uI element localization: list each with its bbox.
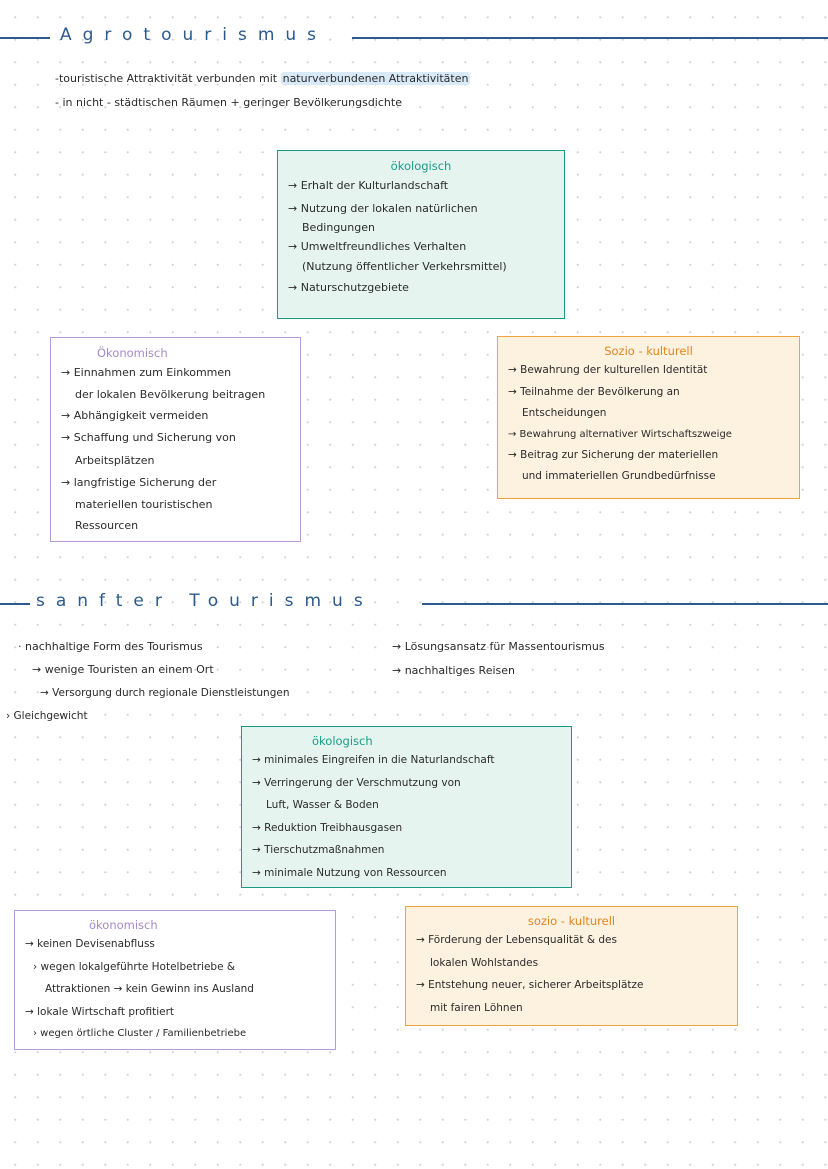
sanft-oekonomisch-box [14, 910, 336, 1050]
agro-oekonomisch-line: Ressourcen [75, 518, 139, 532]
agro-sozio-line: und immateriellen Grundbedürfnisse [522, 469, 716, 482]
sanft-oekonomisch-line: → keinen Devisenabfluss [25, 938, 155, 950]
highlight-marker: naturverbundenen Attraktivitäten [282, 72, 469, 85]
agro-note-1-text: -touristische Attraktivität verbunden mit naturverbundenen Attraktivitäten [55, 72, 469, 85]
sanft-oekonomisch-title: ökonomisch [89, 918, 158, 932]
agro-oekologisch-line: → Erhalt der Kulturlandschaft [288, 179, 449, 192]
agro-title-row [0, 22, 828, 52]
agro-sozio-box [497, 336, 800, 499]
agro-sozio-title: Sozio - kulturell [604, 344, 693, 358]
sanft-oekologisch-title: ökologisch [312, 734, 373, 748]
agro-sozio-line: → Bewahrung der kulturellen Identität [508, 364, 708, 376]
sanft-sozio-box [405, 906, 738, 1026]
agro-oekonomisch-line: → Abhängigkeit vermeiden [61, 408, 209, 422]
sanft-oekologisch-line: → minimales Eingreifen in die Naturlandschaft [252, 754, 495, 766]
sanft-note-left: → wenige Touristen an einem Ort [32, 663, 214, 676]
sanft-oekologisch-box [241, 726, 572, 888]
agro-oekonomisch-line: → Einnahmen zum Einkommen [61, 366, 232, 379]
sanft-oekologisch-line: → minimale Nutzung von Ressourcen [252, 866, 447, 879]
sanft-sozio-line: lokalen Wohlstandes [430, 956, 539, 969]
title-rule-right [352, 37, 828, 39]
title-rule-right [422, 603, 828, 605]
agro-oekonomisch-line: der lokalen Bevölkerung beitragen [75, 387, 266, 401]
sanft-note-left: → Versorgung durch regionale Dienstleistungen [40, 687, 290, 699]
sanft-sozio-line: → Entstehung neuer, sicherer Arbeitsplätze [416, 979, 644, 991]
agro-oekonomisch-line: → Schaffung und Sicherung von [61, 431, 236, 444]
sanft-title-row [0, 588, 828, 618]
agro-oekonomisch-box [50, 337, 301, 542]
agro-oekologisch-line: → Umweltfreundliches Verhalten [288, 239, 467, 253]
agro-oekonomisch-title: Ökonomisch [97, 346, 168, 360]
sanft-note-left: · nachhaltige Form des Tourismus [18, 640, 203, 653]
agro-oekologisch-line: (Nutzung öffentlicher Verkehrsmittel) [302, 259, 507, 273]
sanft-note-right: → nachhaltiges Reisen [392, 664, 516, 677]
agro-oekologisch-title: ökologisch [390, 159, 452, 173]
agro-oekonomisch-line: Arbeitsplätzen [75, 453, 155, 467]
sanft-oekonomisch-line: Attraktionen → kein Gewinn ins Ausland [45, 983, 254, 995]
sanft-oekonomisch-line: › wegen örtliche Cluster / Familienbetriebe [33, 1028, 247, 1039]
agro-oekologisch-line: → Nutzung der lokalen natürlichen [288, 201, 478, 215]
agro-sozio-line: → Bewahrung alternativer Wirtschaftszweige [508, 428, 732, 440]
agro-sozio-line: Entscheidungen [522, 406, 607, 419]
agro-title: Agrotourismus [60, 25, 328, 45]
sanft-sozio-line: → Förderung der Lebensqualität & des [416, 934, 617, 946]
agro-note-1 [55, 72, 470, 86]
agro-oekologisch-line: → Naturschutzgebiete [288, 280, 409, 294]
sanft-oekologisch-line: → Reduktion Treibhausgasen [252, 821, 403, 834]
agro-oekologisch-box [277, 150, 565, 319]
sanft-note-left: › Gleichgewicht [6, 710, 88, 722]
sanft-title: sanfter Tourismus [36, 591, 374, 611]
title-rule-left [0, 603, 30, 605]
sanft-oekologisch-line: Luft, Wasser & Boden [266, 799, 379, 811]
sanft-oekonomisch-line: → lokale Wirtschaft profitiert [25, 1005, 175, 1018]
sanft-sozio-line: mit fairen Löhnen [430, 1001, 523, 1014]
agro-oekonomisch-line: materiellen touristischen [75, 497, 213, 511]
sanft-note-right: → Lösungsansatz für Massentourismus [392, 640, 605, 653]
sanft-sozio-title: sozio - kulturell [527, 914, 616, 928]
title-rule-left [0, 37, 50, 39]
agro-oekologisch-line: Bedingungen [302, 220, 375, 234]
agro-sozio-line: → Beitrag zur Sicherung der materiellen [508, 448, 719, 461]
sanft-oekonomisch-line: › wegen lokalgeführte Hotelbetriebe & [33, 960, 236, 973]
sanft-oekologisch-line: → Tierschutzmaßnahmen [252, 844, 385, 856]
agro-sozio-line: → Teilnahme der Bevölkerung an [508, 385, 680, 398]
sanft-oekologisch-line: → Verringerung der Verschmutzung von [252, 776, 461, 789]
agro-oekonomisch-line: → langfristige Sicherung der [61, 476, 217, 489]
agro-note-2: - in nicht - städtischen Räumen + geringer Bevölkerungsdichte [55, 96, 402, 109]
